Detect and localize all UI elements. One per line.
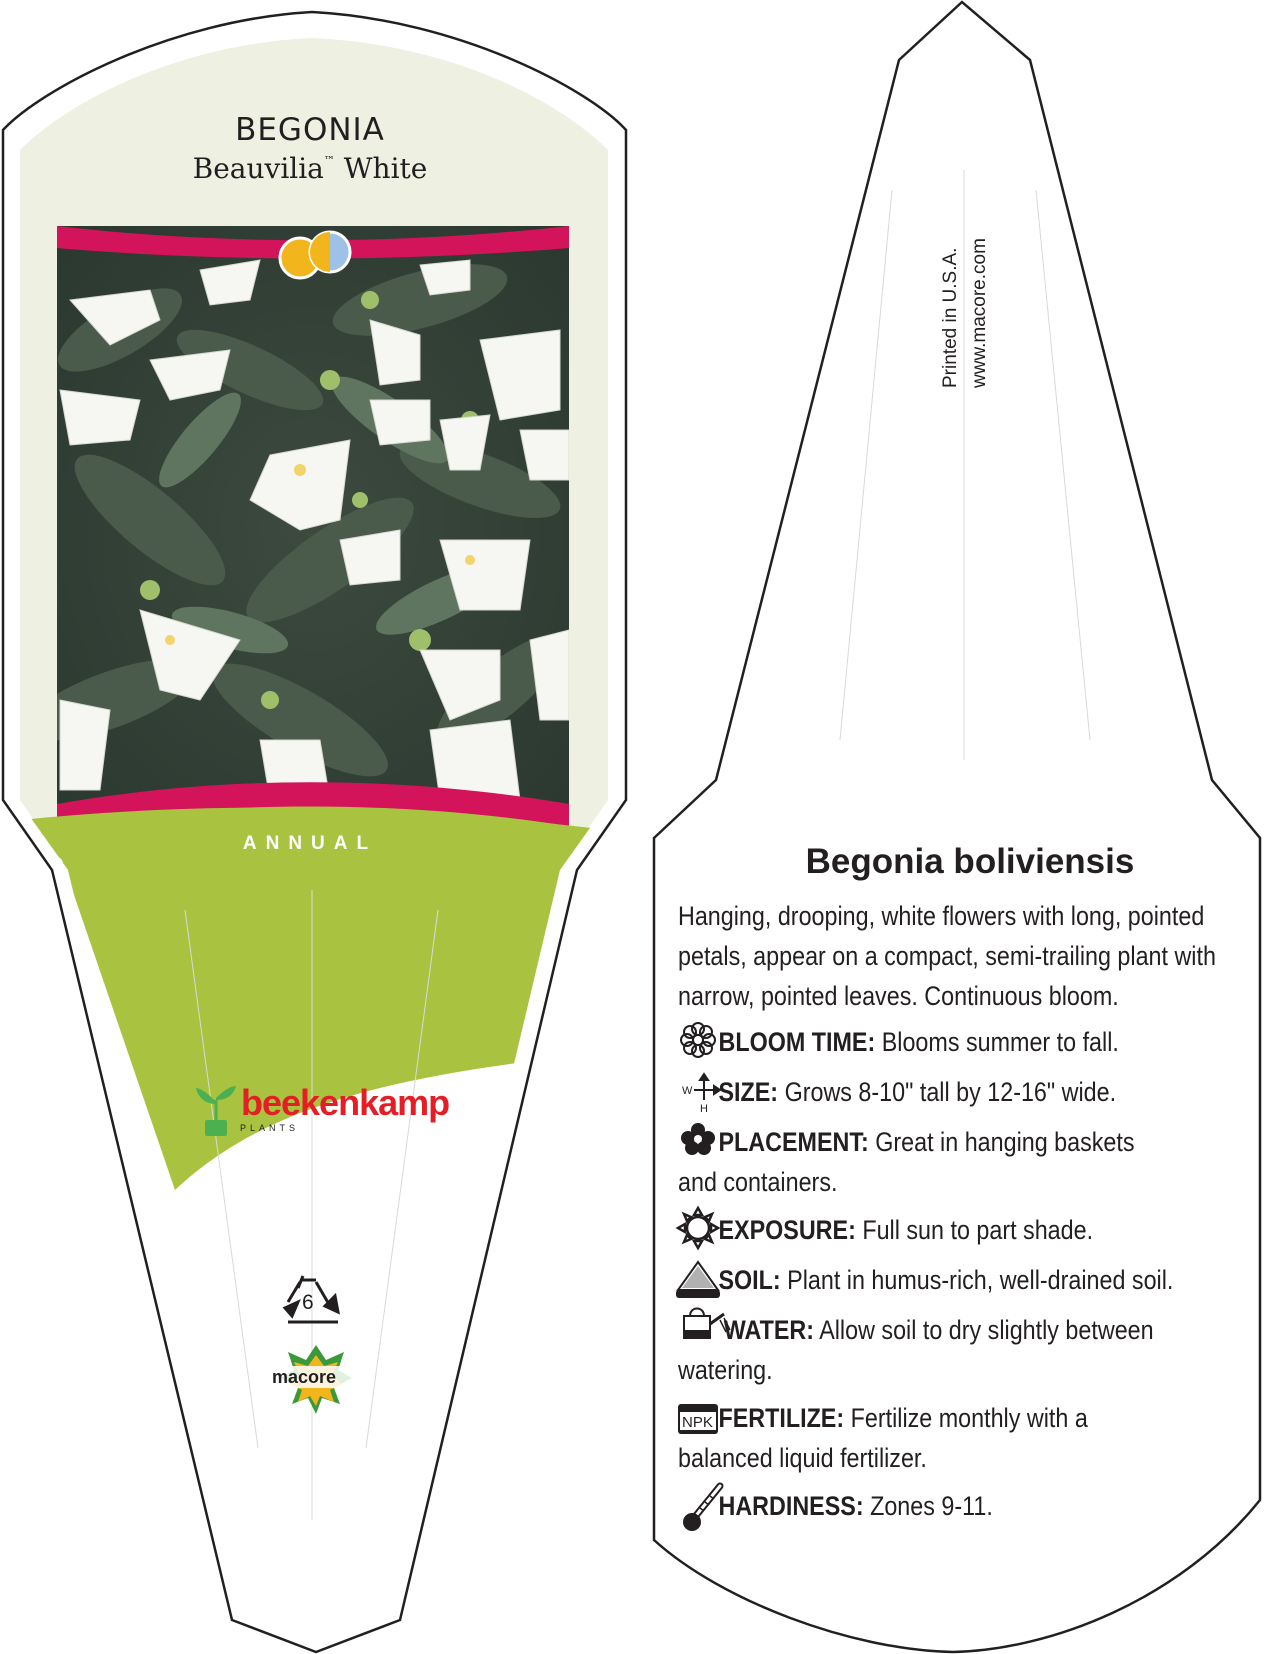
svg-text:W: W: [682, 1085, 693, 1097]
care-label: EXPOSURE:: [718, 1215, 856, 1245]
care-label: HARDINESS:: [718, 1491, 864, 1521]
care-exposure: [678, 1210, 1277, 1250]
care-text: Allow soil to dry slightly between watering.: [678, 1315, 1154, 1385]
care-label: BLOOM TIME:: [718, 1027, 876, 1057]
svg-text:H: H: [700, 1103, 708, 1115]
care-label: WATER:: [723, 1315, 815, 1345]
svg-text:NPK: NPK: [682, 1414, 713, 1431]
care-text: Zones 9-11.: [870, 1491, 993, 1521]
genus-text: BEGONIA: [235, 112, 385, 148]
care-fertilize: [678, 1398, 1171, 1478]
recycle-number: 6: [302, 1291, 314, 1314]
plant-category: ANNUAL: [242, 833, 378, 854]
care-label: SIZE:: [718, 1077, 779, 1107]
trademark: ™: [323, 154, 335, 167]
care-text: Plant in humus-rich, well-drained soil.: [787, 1265, 1174, 1295]
care-bloom-time: [678, 1022, 1277, 1062]
care-hardiness: [678, 1486, 1277, 1526]
plant-description: Hanging, drooping, white flowers with long, pointed petals, appear on a compact, semi-trailing plant with narrow, pointed leaves. Continuous bloom.: [678, 901, 1216, 1011]
variety-suffix: White: [343, 152, 428, 185]
website: www.macore.com: [969, 238, 990, 388]
part-sun-icon: [310, 232, 350, 272]
care-soil: [678, 1260, 1277, 1300]
care-text: Blooms summer to fall.: [881, 1027, 1119, 1057]
brand-sub: PLANTS: [240, 1123, 300, 1133]
variety-name: [60, 152, 560, 185]
care-label: PLACEMENT:: [718, 1127, 869, 1157]
care-text: Grows 8-10" tall by 12-16" wide.: [784, 1077, 1117, 1107]
variety-text: Beauvilia: [192, 152, 324, 185]
care-placement: [678, 1122, 1171, 1202]
scientific-name: Begonia boliviensis: [805, 842, 1135, 881]
care-text: Great in hanging baskets and containers.: [678, 1127, 1135, 1197]
genus: [60, 112, 560, 148]
care-water: [678, 1310, 1171, 1390]
care-label: FERTILIZE:: [718, 1403, 845, 1433]
printed-info: [940, 198, 1000, 398]
brand-logo: beekenkamp: [241, 1082, 450, 1123]
care-text: Full sun to part shade.: [862, 1215, 1094, 1245]
maker-logo: macore: [272, 1367, 337, 1387]
care-label: SOIL:: [718, 1265, 781, 1295]
care-size: [678, 1072, 1277, 1112]
printed-in: Printed in U.S.A.: [940, 247, 961, 388]
care-text: Fertilize monthly with a balanced liquid fertilizer.: [678, 1403, 1088, 1473]
plant-photo: [16, 226, 578, 826]
